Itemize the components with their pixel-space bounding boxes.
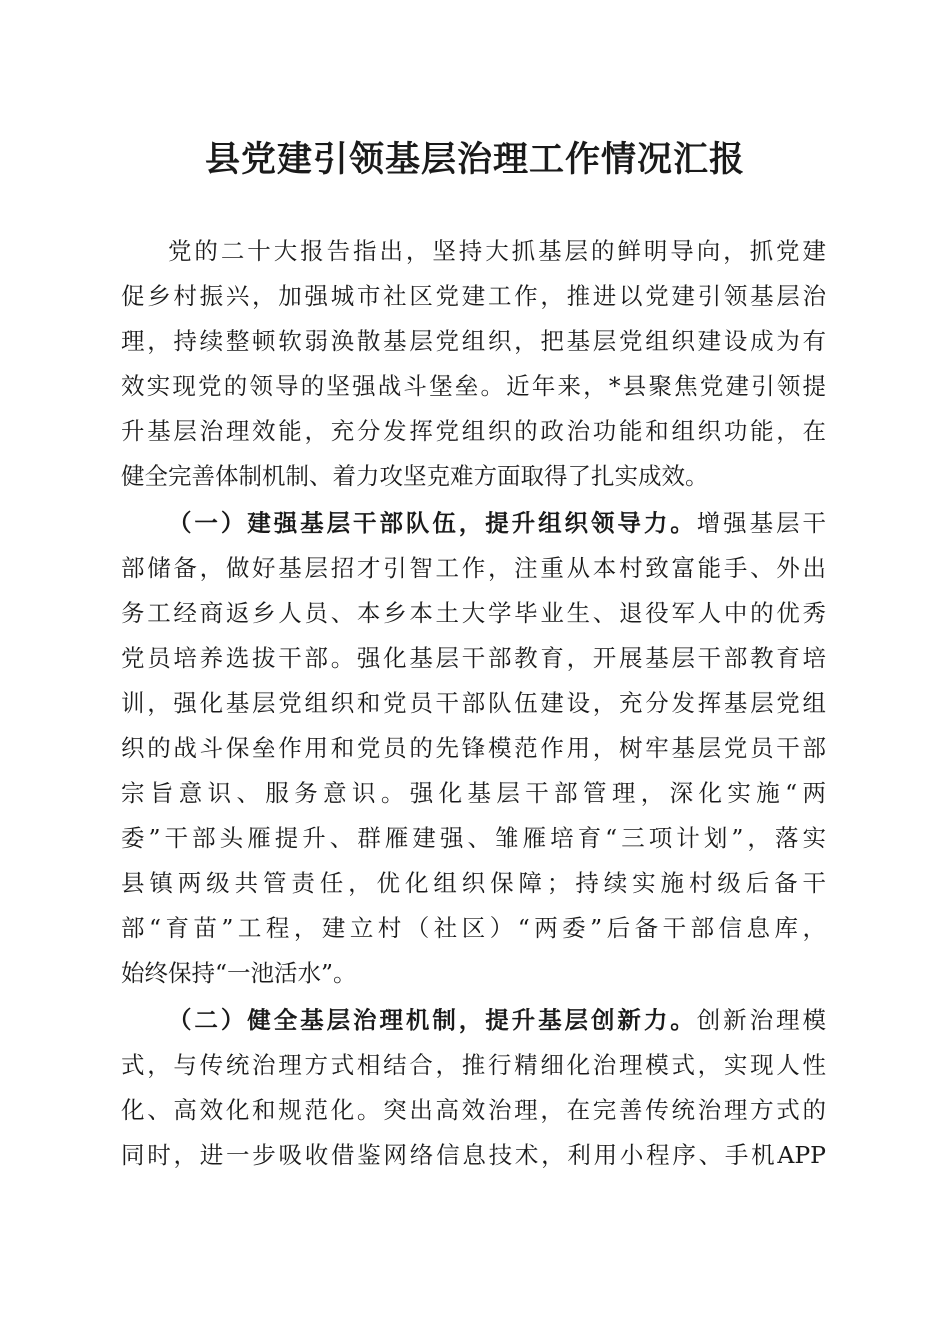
section1-line: 部“育苗”工程，建立村（社区）“两委”后备干部信息库， [121, 914, 826, 942]
section1-line: 部储备，做好基层招才引智工作，注重从本村致富能手、外出 [121, 554, 826, 582]
section1-line: 务工经商返乡人员、本乡本土大学毕业生、退役军人中的优秀 [121, 599, 826, 627]
document-title: 县党建引领基层治理工作情况汇报 [204, 139, 745, 180]
section1-line: 党员培养选拔干部。强化基层干部教育，开展基层干部教育培 [121, 644, 826, 672]
intro-line: 党的二十大报告指出，坚持大抓基层的鲜明导向，抓党建 [168, 237, 826, 265]
section1-line: 委”干部头雁提升、群雁建强、雏雁培育“三项计划”，落实 [121, 824, 826, 852]
intro-line: 理，持续整顿软弱涣散基层党组织，把基层党组织建设成为有 [121, 327, 826, 355]
section1-line: 训，强化基层党组织和党员干部队伍建设，充分发挥基层党组 [121, 689, 826, 717]
section1-line: 宗旨意识、服务意识。强化基层干部管理，深化实施“两 [121, 779, 826, 807]
section1-first-line [168, 503, 826, 543]
section1-heading: （一）建强基层干部队伍，提升组织领导力。 [168, 509, 697, 537]
intro-line: 升基层治理效能，充分发挥党组织的政治功能和组织功能，在 [121, 417, 826, 445]
section1-line: 织的战斗保垒作用和党员的先锋模范作用，树牢基层党员干部 [121, 734, 826, 762]
intro-line: 促乡村振兴，加强城市社区党建工作，推进以党建引领基层治 [121, 282, 826, 310]
section1-line: 县镇两级共管责任，优化组织保障；持续实施村级后备干 [121, 869, 826, 897]
section2-first-line [168, 1000, 826, 1040]
section1-first-line-rest: 增强基层干 [696, 509, 826, 537]
section2-line: 式，与传统治理方式相结合，推行精细化治理模式，实现人性 [121, 1051, 826, 1079]
intro-line: 健全完善体制机制、着力攻坚克难方面取得了扎实成效。 [121, 462, 709, 490]
intro-line: 效实现党的领导的坚强战斗堡垒。近年来，*县聚焦党建引领提 [121, 372, 826, 400]
section1-line: 始终保持“一池活水”。 [121, 959, 357, 987]
section2-line: 同时，进一步吸收借鉴网络信息技术，利用小程序、手机APP [121, 1141, 826, 1169]
section2-line: 化、高效化和规范化。突出高效治理，在完善传统治理方式的 [121, 1096, 826, 1124]
section2-heading: （二）健全基层治理机制，提升基层创新力。 [168, 1006, 697, 1034]
section2-first-line-rest: 创新治理模 [696, 1006, 826, 1034]
